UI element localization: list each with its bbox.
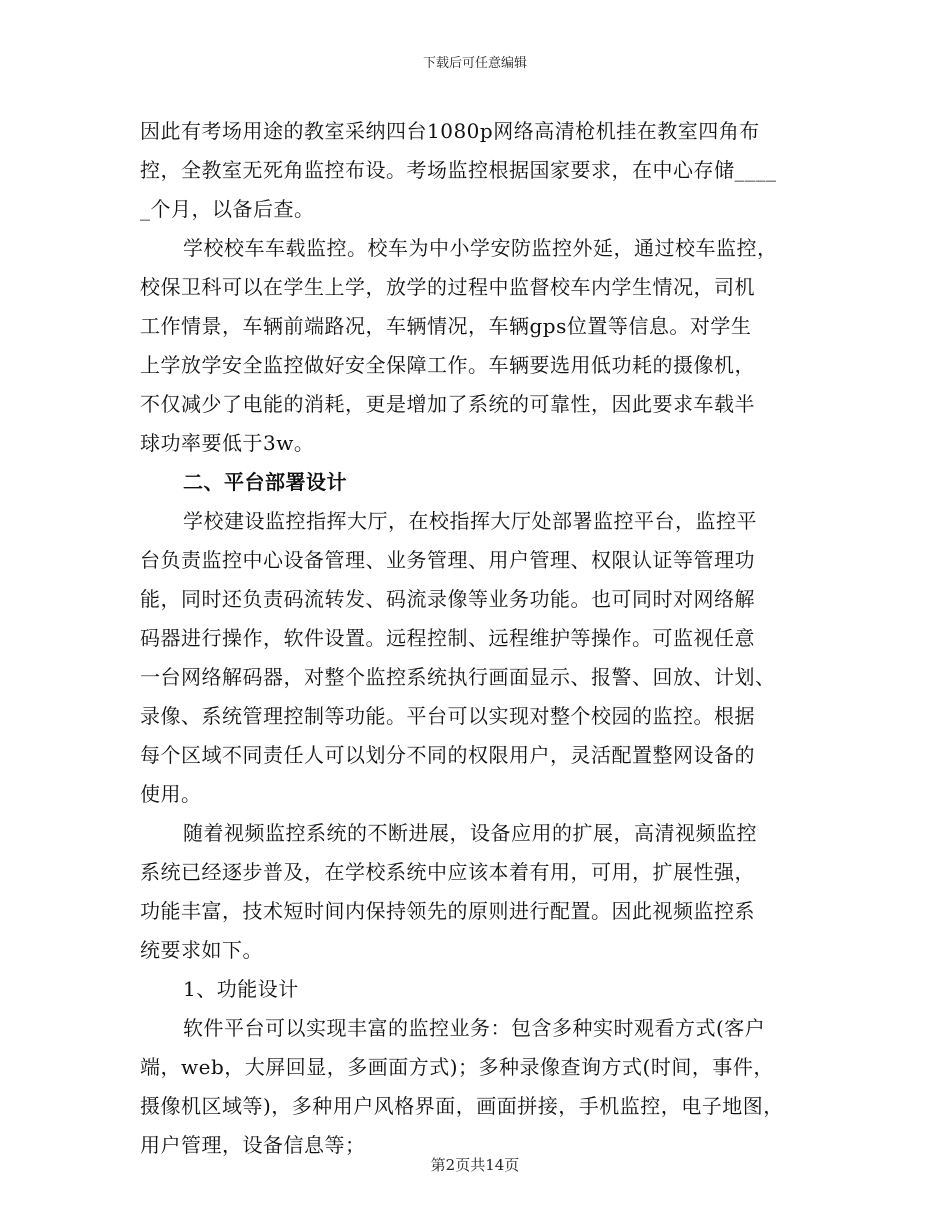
paragraph-line: 使用。 [140, 782, 202, 806]
document-body [140, 112, 810, 1165]
subsection-heading: 1、功能设计 [183, 977, 299, 1001]
paragraph-line: 校保卫科可以在学生上学，放学的过程中监督校车内学生情况，司机 [140, 275, 755, 299]
paragraph-line: 因此有考场用途的教室采纳四台1080p网络高清枪机挂在教室四角布 [140, 119, 760, 143]
paragraph-line: 学校校车车载监控。校车为中小学安防监控外延，通过校车监控， [183, 236, 778, 260]
paragraph-line: 学校建设监控指挥大厅，在校指挥大厅处部署监控平台，监控平 [183, 509, 757, 533]
paragraph-line: 不仅减少了电能的消耗，更是增加了系统的可靠性，因此要求车载半 [140, 392, 755, 416]
paragraph-line: 码器进行操作，软件设置。远程控制、远程维护等操作。可监视任意 [140, 626, 755, 650]
page-number: 第2页共14页 [430, 1156, 520, 1174]
paragraph-line: 录像、系统管理控制等功能。平台可以实现对整个校园的监控。根据 [140, 704, 755, 728]
paragraph-line: 台负责监控中心设备管理、业务管理、用户管理、权限认证等管理功 [140, 548, 755, 572]
paragraph-line: 球功率要低于3w。 [140, 431, 315, 455]
paragraph-line: 随着视频监控系统的不断进展，设备应用的扩展，高清视频监控 [183, 821, 757, 845]
paragraph-line: 软件平台可以实现丰富的监控业务：包含多种实时观看方式(客户 [183, 1016, 766, 1040]
paragraph-line: 控，全教室无死角监控布设。考场监控根据国家要求，在中心存储____ [140, 158, 777, 182]
paragraph-line: 端，web，大屏回显，多画面方式)；多种录像查询方式(时间，事件， [140, 1055, 774, 1079]
paragraph-line: 一台网络解码器，对整个监控系统执行画面显示、报警、回放、计划、 [140, 665, 776, 689]
page-header: 下载后可任意编辑 [422, 56, 527, 71]
paragraph-line: 功能丰富，技术短时间内保持领先的原则进行配置。因此视频监控系 [140, 899, 755, 923]
paragraph-line: 上学放学安全监控做好安全保障工作。车辆要选用低功耗的摄像机， [140, 353, 755, 377]
paragraph-line: 工作情景，车辆前端路况，车辆情况，车辆gps位置等信息。对学生 [140, 314, 752, 338]
section-heading: 二、平台部署设计 [183, 470, 347, 494]
paragraph-line: 用户管理，设备信息等； [140, 1133, 366, 1157]
paragraph-line: 每个区域不同责任人可以划分不同的权限用户，灵活配置整网设备的 [140, 743, 755, 767]
paragraph-line: 能，同时还负责码流转发、码流录像等业务功能。也可同时对网络解 [140, 587, 755, 611]
paragraph-line: 摄像机区域等)，多种用户风格界面，画面拼接，手机监控，电子地图， [140, 1094, 784, 1118]
paragraph-line: 系统已经逐步普及，在学校系统中应该本着有用，可用，扩展性强， [140, 860, 755, 884]
paragraph-line: 统要求如下。 [140, 938, 263, 962]
paragraph-line: _个月，以备后查。 [140, 197, 315, 221]
